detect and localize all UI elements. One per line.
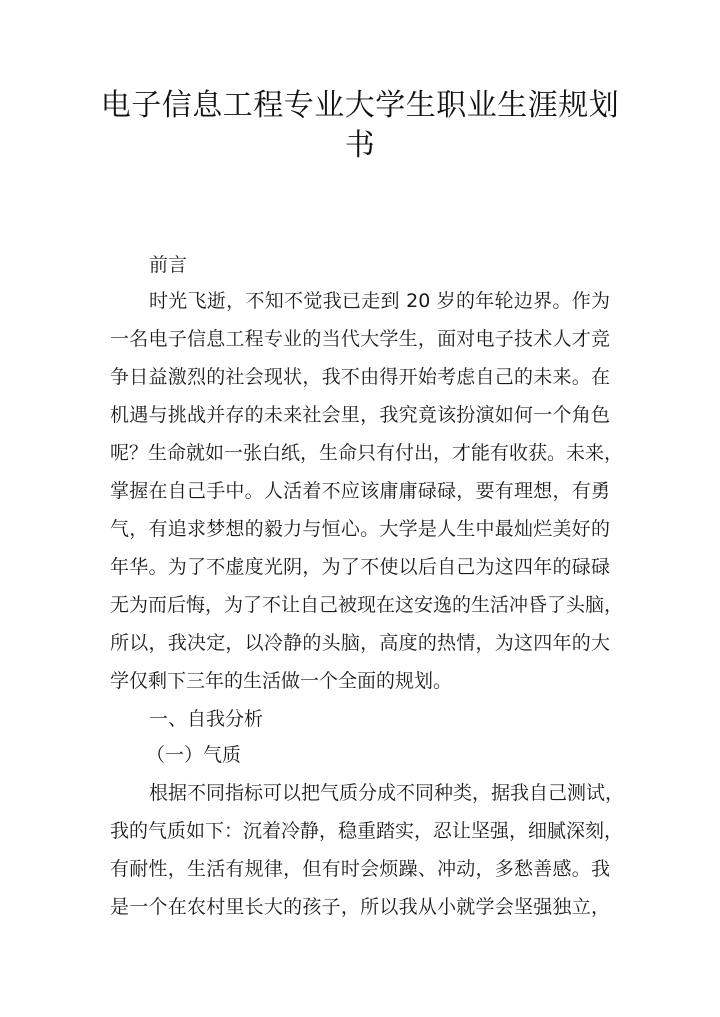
temperament-paragraph-line: 有耐性，生活有规律，但有时会烦躁、冲动，多愁善感。我 <box>110 858 610 880</box>
section-heading-self-analysis: 一、自我分析 <box>149 708 264 730</box>
preface-paragraph-line: 气，有追求梦想的毅力与恒心。大学是人生中最灿烂美好的 <box>110 518 610 540</box>
preface-paragraph-line: 争日益激烈的社会现状，我不由得开始考虑自己的未来。在 <box>110 366 610 388</box>
preface-paragraph-line: 年华。为了不虚度光阴，为了不使以后自己为这四年的碌碌 <box>110 556 610 578</box>
temperament-paragraph-line: 我的气质如下：沉着冷静，稳重踏实，忍让坚强，细腻深刻， <box>110 820 624 842</box>
document-title-line-1: 电子信息工程专业大学生职业生涯规划 <box>100 88 620 123</box>
preface-paragraph-line: 一名电子信息工程专业的当代大学生，面对电子技术人才竞 <box>110 328 610 350</box>
document-title-line-2: 书 <box>344 128 376 163</box>
preface-paragraph-line: 学仅剩下三年的生活做一个全面的规划。 <box>110 670 453 692</box>
preface-heading: 前言 <box>149 254 188 276</box>
preface-paragraph-line: 机遇与挑战并存的未来社会里，我究竟该扮演如何一个角色 <box>110 404 610 426</box>
preface-paragraph-line: 时光飞逝，不知不觉我已走到 20 岁的年轮边界。作为 <box>149 290 610 312</box>
preface-paragraph-line: 掌握在自己手中。人活着不应该庸庸碌碌，要有理想，有勇 <box>110 480 610 502</box>
preface-paragraph-line: 无为而后悔，为了不让自己被现在这安逸的生活冲昏了头脑， <box>110 594 624 616</box>
temperament-paragraph-line: 根据不同指标可以把气质分成不同种类，据我自己测试， <box>149 782 625 804</box>
preface-paragraph-line: 呢？生命就如一张白纸，生命只有付出，才能有收获。未来， <box>110 442 624 464</box>
preface-paragraph-line: 所以，我决定，以冷静的头脑，高度的热情，为这四年的大 <box>110 632 610 654</box>
temperament-paragraph-line: 是一个在农村里长大的孩子，所以我从小就学会坚强独立， <box>110 896 610 918</box>
subsection-heading-temperament: （一）气质 <box>146 744 242 766</box>
